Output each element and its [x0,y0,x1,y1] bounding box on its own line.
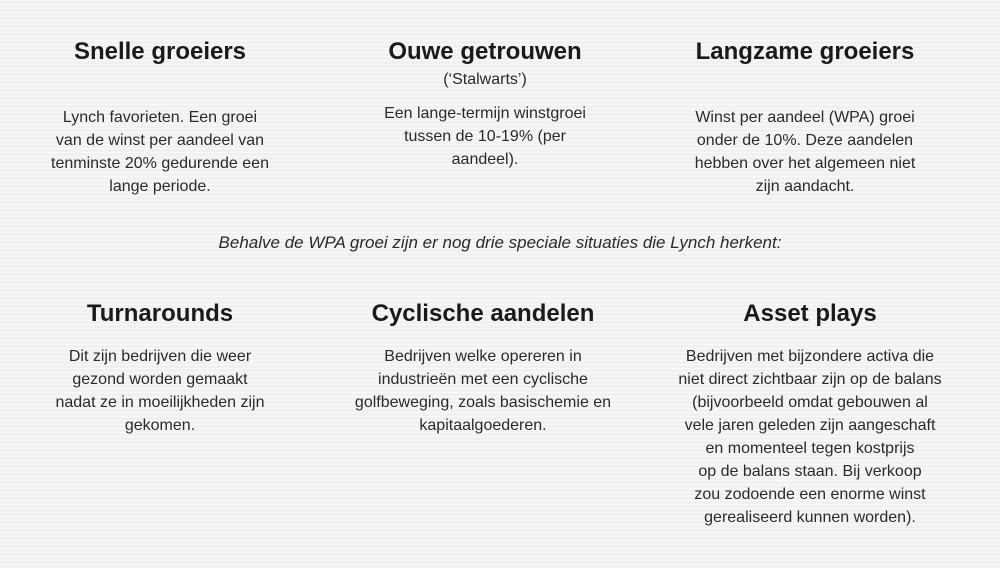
special-situations-note: Behalve de WPA groei zijn er nog drie speciale situaties die Lynch herkent: [218,233,782,252]
category-description [665,106,945,198]
category-title: Cyclische aandelen [371,300,595,327]
description-line: Een lange-termijn winstgroei [384,105,586,122]
description-line: tenminste 20% gedurende een [51,155,269,172]
description-line: (bijvoorbeeld omdat gebouwen al [692,394,928,411]
category-title: Ouwe getrouwen [388,38,582,65]
category-turnarounds [30,300,290,437]
description-line: tussen de 10-19% (per [404,128,566,145]
category-asset-plays [650,300,970,529]
description-line: nadat ze in moeilijkheden zijn [55,394,265,411]
category-subtitle: (‘Stalwarts’) [443,71,527,88]
description-line: Dit zijn bedrijven die weer [68,348,252,365]
category-title: Langzame groeiers [695,38,915,65]
description-line: zijn aandacht. [755,178,855,195]
description-line: hebben over het algemeen niet [694,155,916,172]
category-title: Turnarounds [86,300,234,327]
category-langzame-groeiers [665,38,945,198]
description-line: niet direct zichtbaar zijn op de balans [678,371,942,388]
category-title: Asset plays [743,300,877,327]
description-line: vele jaren geleden zijn aangeschaft [684,417,936,434]
category-description [330,345,636,437]
description-line: lange periode. [109,178,211,195]
description-line: Lynch favorieten. Een groei [62,109,258,126]
description-line: Bedrijven met bijzondere activa die [685,348,935,365]
description-line: kapitaalgoederen. [419,417,547,434]
category-description [650,345,970,529]
description-line: gekomen. [124,417,196,434]
category-snelle-groeiers [30,38,290,198]
description-line: aandeel). [451,151,519,168]
description-line: en momenteel tegen kostprijs [705,440,915,457]
category-cyclische-aandelen [330,300,636,437]
description-line: Winst per aandeel (WPA) groei [695,109,915,126]
description-line: industrieën met een cyclische [378,371,588,388]
description-line: gezond worden gemaakt [72,371,248,388]
description-line: van de winst per aandeel van [55,132,265,149]
category-title: Snelle groeiers [73,38,247,65]
description-line: onder de 10%. Deze aandelen [696,132,914,149]
category-ouwe-getrouwen [345,38,625,171]
description-line: golfbeweging, zoals basischemie en [354,394,612,411]
description-line: Bedrijven welke opereren in [384,348,582,365]
description-line: zou zodoende een enorme winst [694,486,926,503]
category-description [30,106,290,198]
description-line: gerealiseerd kunnen worden). [704,509,916,526]
category-description [345,102,625,171]
category-description [30,345,290,437]
description-line: op de balans staan. Bij verkoop [698,463,922,480]
